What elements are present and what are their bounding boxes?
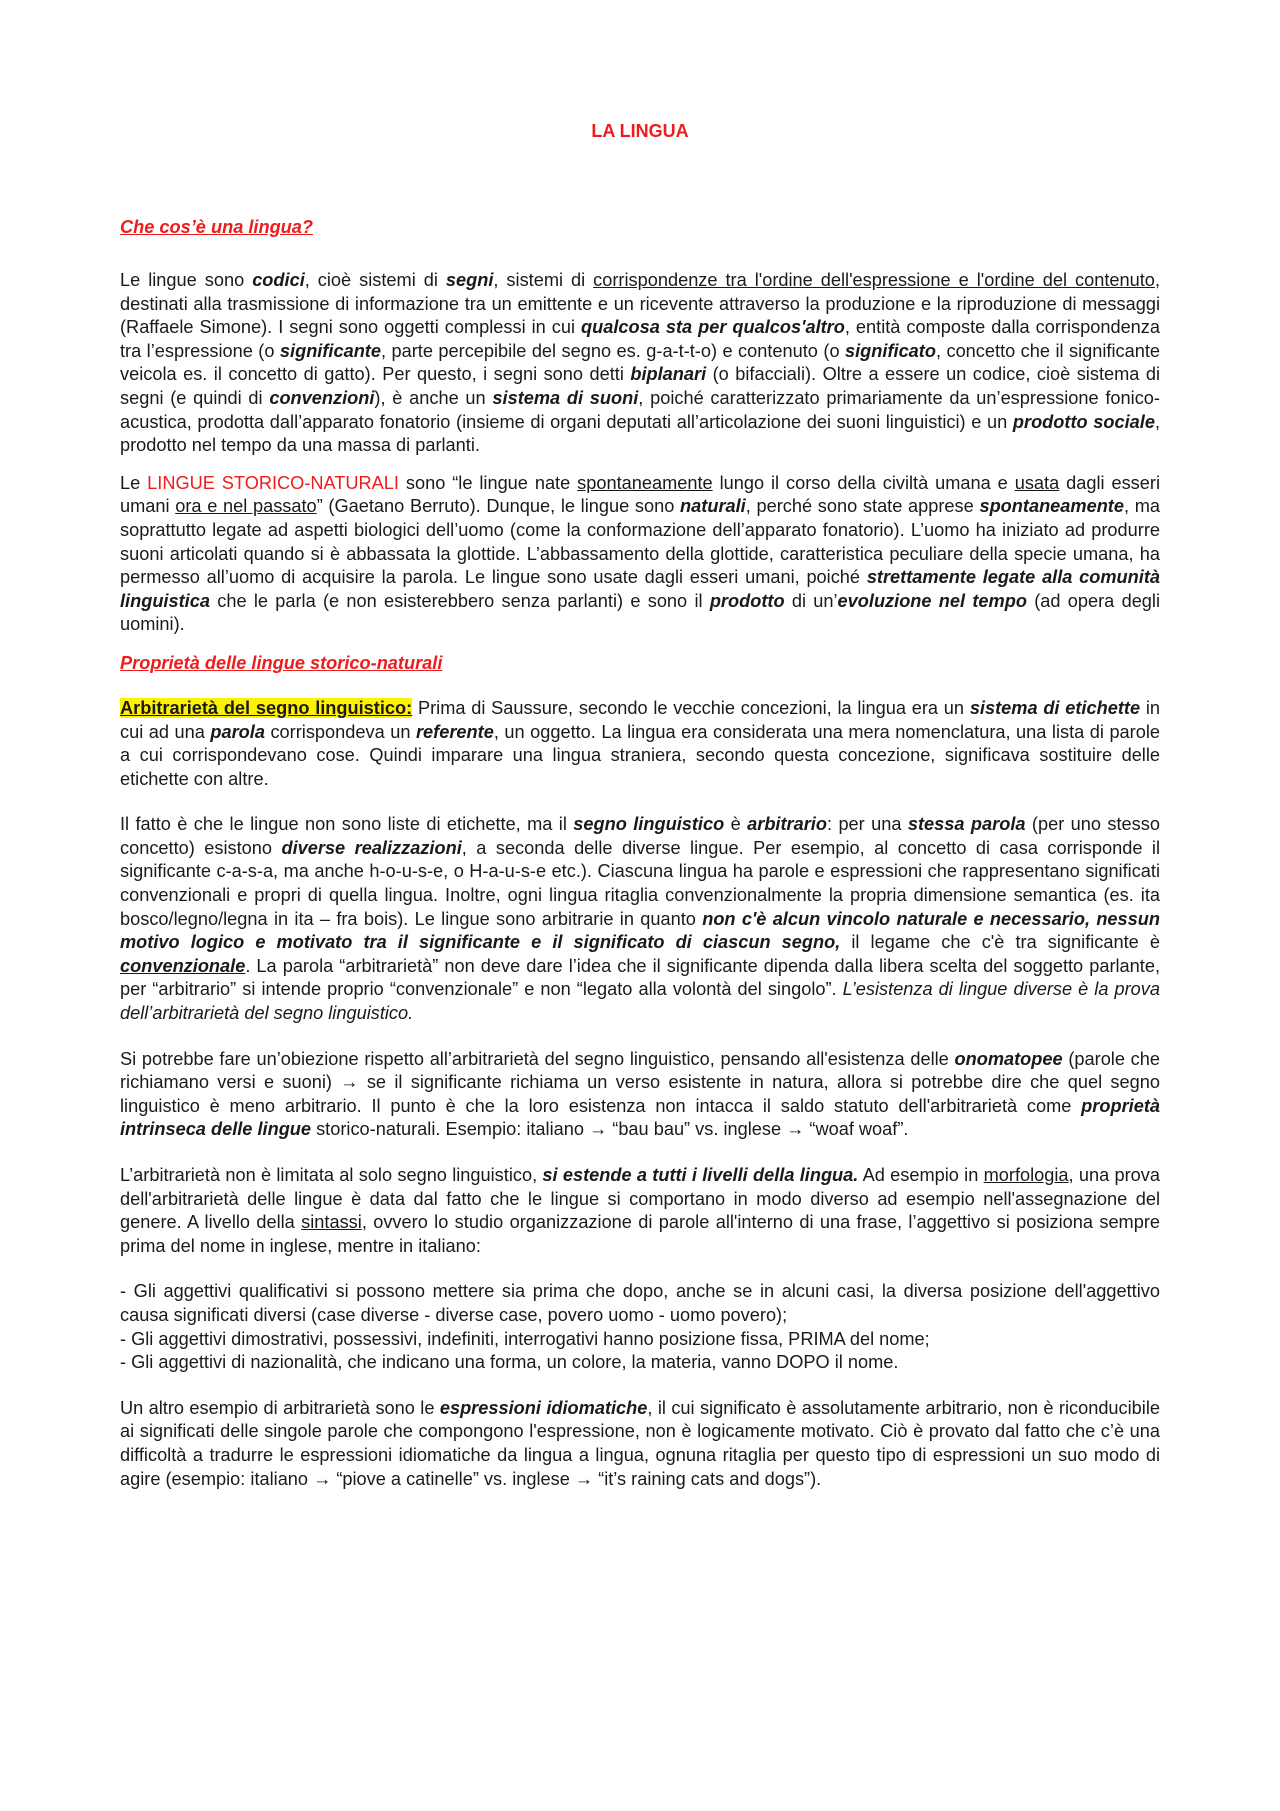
paragraph-codici: Le lingue sono codici, cioè sistemi di segni, sistemi di corrispondenze tra l'ordine dell'espressione e l'ordine del contenuto, destinati alla trasmissione di informazione tra un emittente e un ricevente attraverso la produzione e la riproduzione di messaggi (Raffaele Simone). I segni sono oggetti complessi in cui qualcosa sta per qualcos'altro, entità composte dalla corrispondenza tra l’espressione (o significante, parte percepibile del segno es. g-a-t-t-o) e contenuto (o significato, concetto che il significante veicola es. il concetto di gatto). Per questo, i segni sono detti biplanari (o bifacciali). Oltre a essere un codice, cioè sistema di segni (e quindi di convenzioni), è anche un sistema di suoni, poiché caratterizzato primariamente da un’espressione fonico-acustica, prodotta dall’apparato fonatorio (insieme di organi deputati all’articolazione dei suoni linguistici) e un prodotto sociale, prodotto nel tempo da una massa di parlanti. [120, 270, 1161, 456]
highlighted-term: Arbitrarietà del segno linguistico: [120, 697, 413, 718]
list-item: - Gli aggettivi dimostrativi, possessivi, indefiniti, interrogativi hanno posizione fissa, PRIMA del nome; [120, 1328, 930, 1349]
paragraph-arbitrarieta: Arbitrarietà del segno linguistico: Prima di Saussure, secondo le vecchie concezioni, la lingua era un sistema di etichette in cui ad una parola corrispondeva un referente, un oggetto. La lingua era considerata una mera nomenclatura, una lista di parole a cui corrispondevano cose. Quindi imparare una lingua straniera, secondo questa concezione, significava sostituire delle etichette con altre. [120, 697, 1160, 789]
list-item: - Gli aggettivi di nazionalità, che indicano una forma, un colore, la materia, vanno DOPO il nome. [120, 1352, 899, 1373]
paragraph-segno-arbitrario: Il fatto è che le lingue non sono liste di etichette, ma il segno linguistico è arbitrario: per una stessa parola (per uno stesso concetto) esistono diverse realizzazioni, a seconda delle diverse lingue. Per esempio, al concetto di casa corrisponde il significante c-a-s-a, ma anche h-o-u-s-e, o H-a-u-s-e etc.). Ciascuna lingua ha parole e espressioni che rappresentano significati convenzionali e propri di quella lingua. Inoltre, ogni lingua ritaglia convenzionalmente la propria dimensione semantica (es. ita bosco/legno/legna in ita – fra bois). Le lingue sono arbitrarie in quanto non c'è alcun vincolo naturale e necessario, nessun motivo logico e motivato tra il significante e il significato di ciascun segno, il legame che c'è tra significante è convenzionale. La parola “arbitrarietà” non deve dare l’idea che il significante dipenda dalla libera scelta del soggetto parlante, per “arbitrario” si intende proprio “convenzionale” e non “legato alla volontà del singolo”. L’esistenza di lingue diverse è la prova dell’arbitrarietà del segno linguistico. [120, 814, 1160, 1024]
paragraph-lingue-storico-naturali: Le LINGUE STORICO-NATURALI sono “le lingue nate spontaneamente lungo il corso della civiltà umana e usata dagli esseri umani ora e nel passato” (Gaetano Berruto). Dunque, le lingue sono naturali, perché sono state apprese spontaneamente, ma soprattutto legate ad aspetti biologici dell’uomo (come la conformazione dell’apparato fonatorio). L’uomo ha iniziato ad produrre suoni articolati quando si è abbassata la glottide. L’abbassamento della glottide, caratteristica peculiare della specie umana, ha permesso all’uomo di acquisire la parola. Le lingue sono usate dagli esseri umani, poiché strettamente legate alla comunità linguistica che le parla (e non esisterebbero senza parlanti) e sono il prodotto di un’evoluzione nel tempo (ad opera degli uomini). [120, 472, 1161, 635]
paragraph-espressioni-idiomatiche: Un altro esempio di arbitrarietà sono le espressioni idiomatiche, il cui significato è assolutamente arbitrario, non è riconducibile ai significati delle singole parole che compongono l'espressione, non è logicamente motivato. Ciò è provato dal fatto che c’è una difficoltà a tradurre le espressioni idiomatiche da lingua a lingua, ognuna ritaglia per questo tipo di espressioni un suo modo di agire (esempio: italiano → “piove a catinelle” vs. inglese → “it’s raining cats and dogs”). [120, 1397, 1160, 1489]
paragraph-onomatopee: Si potrebbe fare un’obiezione rispetto all’arbitrarietà del segno linguistico, pensando all'esistenza delle onomatopee (parole che richiamano versi e suoni) → se il significante richiama un verso esistente in natura, allora si potrebbe dire che quel segno linguistico è meno arbitrario. Il punto è che la loro esistenza non intacca il saldo statuto dell'arbitrarietà come proprietà intrinseca delle lingue storico-naturali. Esempio: italiano → “bau bau” vs. inglese → “woaf woaf”. [120, 1048, 1161, 1140]
section-heading-intro: Che cos’è una lingua? [120, 217, 314, 237]
list-item: - Gli aggettivi qualificativi si possono mettere sia prima che dopo, anche se in alcuni casi, la diversa posizione dell'aggettivo causa significati diversi (case diverse - diverse case, povero uomo - uomo povero); [120, 1281, 1160, 1325]
paragraph-livelli-lingua: L’arbitrarietà non è limitata al solo segno linguistico, si estende a tutti i livelli della lingua. Ad esempio in morfologia, una prova dell'arbitrarietà delle lingue è data dal fatto che le lingue si comportano in modo diverso ad esempio nell'assegnazione del genere. A livello della sintassi, ovvero lo studio organizzazione di parole all'interno di una frase, l’aggettivo si posiziona sempre prima del nome in inglese, mentre in italiano: [120, 1165, 1161, 1256]
document-body [120, 215, 1160, 1491]
aggettivi-list [120, 1280, 1160, 1374]
page-title: LA LINGUA [591, 121, 689, 141]
section-heading-properties: Proprietà delle lingue storico-naturali [120, 652, 443, 673]
